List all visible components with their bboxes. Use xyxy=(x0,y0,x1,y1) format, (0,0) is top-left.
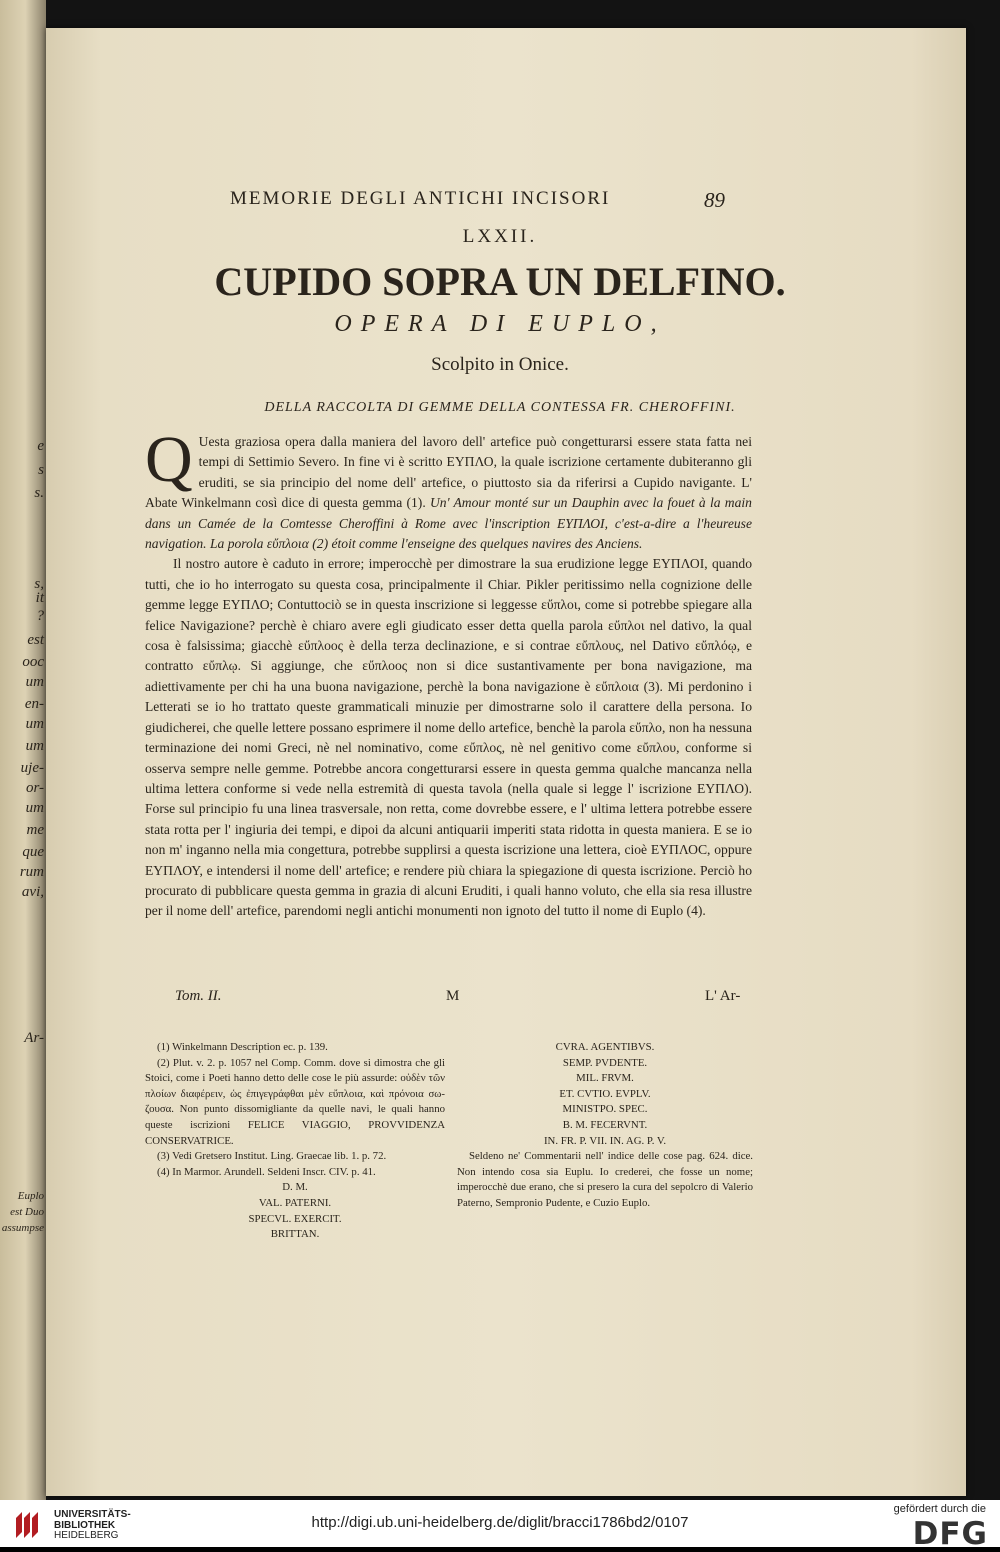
inscription-line: SEMP. PVDENTE. xyxy=(562,1056,648,1069)
signature-mark: M xyxy=(446,988,460,1004)
paragraph-1-french: Un' Amour monté sur un Dauphin avec la fouet à la main dans un Camée de la Comtesse Cheroffini à Rome avec l'inscription ΕΥΠΛΟΙ, c'est-a-dire a l'heureuse navigation. La porola εὔπλοια (2) étoit comme l'enseigne des quelques navires des Anciens. xyxy=(145,495,752,552)
running-head: MEMORIE DEGLI ANTICHI INCISORI xyxy=(230,188,611,209)
drop-cap: Q xyxy=(145,423,193,496)
inscription-line: SPECVL. EXERCIT. xyxy=(248,1212,342,1225)
inscription-line: BRITTAN. xyxy=(270,1228,320,1241)
main-text xyxy=(145,423,752,922)
margin-fragment: en- xyxy=(24,696,44,712)
subtitle: OPERA DI EUPLO, xyxy=(334,311,666,337)
margin-fragment: me xyxy=(26,822,44,838)
margin-fragment: ? xyxy=(36,608,44,624)
dfg-logo[interactable]: DFG xyxy=(912,1516,988,1552)
margin-fragment: avi, xyxy=(21,884,44,900)
margin-fragment: ooc xyxy=(22,654,44,670)
inscription-line: B. M. FECERVNT. xyxy=(562,1118,648,1131)
footnote-2: (2) Plut. v. 2. p. 1057 nel Comp. Comm. dove si dimostra che gli Stoici, come i Poeti hanno detto delle cose le più assurde: οὐδὲν τῶν πλοίων διαφέρειν, ὡς ἐπιγεγράφθαι μὲν εὔπλοια, καὶ πρόνοια σω-ζουσα. Non punto dissomigliante da quelle navi, le quali hanno queste iscrizioni FELICE VIAGGIO, PROVVIDENZA CONSERVATRICE. xyxy=(145,1056,445,1147)
left-page-edge xyxy=(0,0,46,1500)
inscription-line: MIL. FRVM. xyxy=(576,1072,634,1085)
margin-fragment: est Duo xyxy=(10,1206,44,1218)
margin-fragment: um xyxy=(25,738,44,754)
paragraph-1-italian: Uesta graziosa opera dalla maniera del lavoro dell' artefice può congetturarsi essere stata fatta nei tempi di Settimio Severo. In fine vi è scritto ΕΥΠΛΟ, la quale iscrizione certamente dubiteranno gli eruditi, se sia principio del nome dell' artefice, o piuttosto sia da riferirsi a Cupido navigante. L' Abate Winkelmann così dice di questa gemma (1). xyxy=(145,434,752,511)
funding-note: gefördert durch die xyxy=(893,1503,986,1515)
margin-fragment: s. xyxy=(34,485,44,501)
margin-fragment: s xyxy=(38,462,44,478)
library-name[interactable]: UNIVERSITÄTS- BIBLIOTHEK HEIDELBERG xyxy=(54,1509,131,1541)
paragraph-2: Il nostro autore è caduto in errore; imperocchè per dimostrare la sua erudizione legge ΕΥΠΛΟΙ, quando tutti, che io ho interrogato su questa cosa, principalmente il Chiar. Pikler peritissimo nella cognizione delle gemme legge ΕΥΠΛΟ; Contuttociò se in questa inscrizione si leggesse εὔπλοι, come si potrebbe spiegare alla felice Navigazione? perchè è chiaro avere egli giudicato esser detta quella parola εὔπλοι nel dativo, la qual cosa è falsissima; giacchè εὔπλοος è della terza declinazione, e si contrae εὔπλους, nel Dativo εὔπλόῳ, e contratto εὔπλῳ. Si aggiunge, che εὔπλοος non si dice sustantivamente per bona navigazione, ma adiettivamente per chi ha una buona navigazione, perchè la bona navigazione è εὔπλοια (3). Mi perdonino i Letterati se io ho trattato queste grammaticali minuzie per dimostrarne solo il carattere della persona. Io giudicherei, che quelle lettere possano esprimere il nome dello artefice, benchè la parola εὔπλο, non ha nessuna terminazione dei nomi Greci, nè nel nominativo, come εὔπλος, nè nel genitivo come εὔπλου, conforme si osserva sempre nelle gemme. Potrebbe ancora congetturarsi essere in questa gemma qualche mancanza nella ultima lettera conforme si vede nella estremità di questa tavola (nella quale si legge l' iscrizione ΕΥΠΛΟ). Forse sul principio fu una linea trasversale, non retta, come dovrebbe essere, e l' ultima lettera potrebbe essere stata rotta per l' ingiuria dei tempi, e dipoi da alcuni antiquarii imperiti stata ridotta in questa maniera. E se io non m' inganno nella mia congettura, potrebbe supplirsi a questa iscrizione una lettera, cioè ΕΥΠΛΟϹ, oppure ΕΥΠΛΟΥ, e intendersi il nome dell' artefice; e rendere più chiara la spiegazione di questa iscrizione. Perciò ho procurato di pubblicare questa gemma in grazia di alcuni Eruditi, i quali hanno voluto, che ella sia resa illustre per il nome dell' artefice, parendomi negli antichi monumenti non ignoto del tutto il nome di Euplo (4). xyxy=(145,556,752,919)
paragraph-1 xyxy=(145,423,752,554)
footnote-3: (3) Vedi Gretsero Institut. Ling. Graecae lib. 1. p. 72. xyxy=(157,1150,387,1163)
margin-fragment: assumpse xyxy=(1,1222,44,1234)
inscription-line: ET. CVTIO. EVPLV. xyxy=(559,1087,651,1100)
page-url-link[interactable]: http://digi.ub.uni-heidelberg.de/diglit/bracci1786bd2/0107 xyxy=(311,1514,689,1531)
margin-fragment: que xyxy=(22,844,44,860)
inscription-line: CVRA. AGENTIBVS. xyxy=(555,1041,655,1053)
margin-fragment: est xyxy=(27,632,44,648)
footnotes-right xyxy=(457,1040,753,1212)
inscription-line: MINISTPO. SPEC. xyxy=(562,1103,648,1116)
page-number: 89 xyxy=(704,188,725,212)
footnote-4: (4) In Marmor. Arundell. Seldeni Inscr. CIV. p. 41. xyxy=(157,1165,376,1178)
plate-numeral: LXXII. xyxy=(462,226,538,247)
footnotes-left xyxy=(145,1040,445,1243)
margin-fragment: Ar- xyxy=(24,1030,44,1046)
volume-mark: Tom. II. xyxy=(175,988,222,1004)
collection-line: DELLA RACCOLTA DI GEMME DELLA CONTESSA FR. CHEROFFINI. xyxy=(264,400,736,415)
margin-fragment: e xyxy=(37,438,44,454)
margin-fragment: Euplo xyxy=(17,1190,44,1202)
footnote-seldeno: Seldeno ne' Commentarii nell' indice delle cose pag. 624. dice. Non intendo cosa sia Euplu. Io crederei, che fosse un nome; imperocchè due erano, che si presero la cura del sepolcro di Valerio Paterno, Sempronio Pudente, e Cuzio Euplo. xyxy=(457,1150,753,1209)
margin-fragment: it xyxy=(35,590,44,606)
inscription-line: VAL. PATERNI. xyxy=(258,1196,332,1209)
page-title: CUPIDO SOPRA UN DELFINO. xyxy=(214,259,786,304)
material-line: Scolpito in Onice. xyxy=(431,354,569,375)
margin-fragment: um xyxy=(25,800,44,816)
inscription-line: IN. FR. P. VII. IN. AG. P. V. xyxy=(543,1134,667,1147)
viewer-footer xyxy=(0,1500,1000,1552)
margin-fragment: s, xyxy=(34,576,44,592)
margin-fragment: uje- xyxy=(20,760,44,776)
margin-fragment: or- xyxy=(25,780,44,796)
footnote-1: (1) Winkelmann Description ec. p. 139. xyxy=(157,1041,328,1053)
margin-fragment: um xyxy=(25,674,44,690)
margin-fragment: rum xyxy=(19,864,44,880)
inscription-line: D. M. xyxy=(282,1181,308,1194)
catchword: L' Ar- xyxy=(705,988,741,1004)
margin-fragment: um xyxy=(25,716,44,732)
